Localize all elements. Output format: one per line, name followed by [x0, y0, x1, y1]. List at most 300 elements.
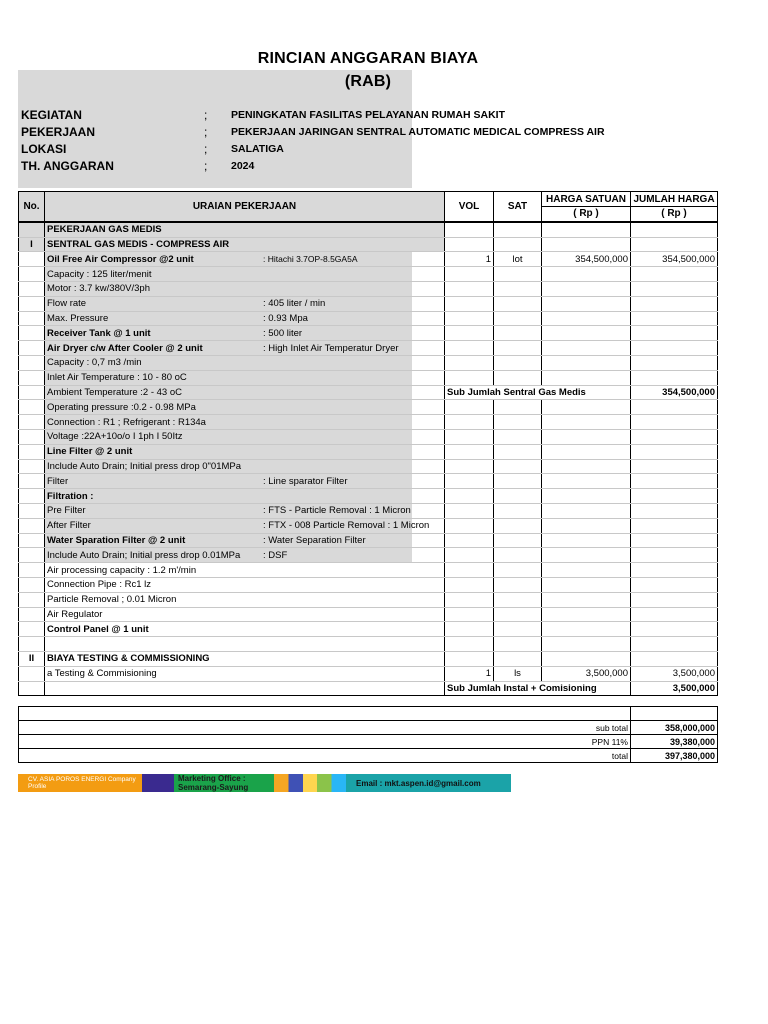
uraian-text: Line Filter @ 2 unit — [47, 446, 133, 458]
table-row — [19, 222, 718, 237]
cell-sat — [494, 296, 542, 311]
cell-no — [19, 459, 45, 474]
table-row — [19, 459, 718, 474]
cell-sat — [494, 326, 542, 341]
cell-uraian — [45, 503, 445, 518]
cell-uraian — [45, 548, 445, 563]
cell-jumlah-harga — [631, 503, 718, 518]
cell-jumlah-harga — [631, 311, 718, 326]
cell-no — [19, 637, 45, 652]
table-row — [19, 548, 718, 563]
cell-uraian — [45, 489, 445, 504]
table-row — [19, 296, 718, 311]
cell-vol — [445, 577, 494, 592]
cell-jumlah-harga — [631, 607, 718, 622]
cell-uraian — [45, 415, 445, 430]
cell-vol — [445, 533, 494, 548]
cell-no — [19, 326, 45, 341]
totals-value: 39,380,000 — [631, 735, 718, 749]
cell-uraian — [45, 444, 445, 459]
cell-no: II — [19, 651, 45, 666]
cell-harga-satuan — [542, 474, 631, 489]
cell-uraian — [45, 252, 445, 267]
cell-sat — [494, 577, 542, 592]
table-row — [19, 415, 718, 430]
cell-uraian — [45, 637, 445, 652]
info-key: TH. ANGGARAN — [21, 159, 114, 173]
rab-table — [18, 191, 718, 763]
totals-blank-value — [631, 707, 718, 721]
header-uraian: URAIAN PEKERJAAN — [45, 192, 445, 222]
cell-uraian — [45, 577, 445, 592]
cell-jumlah-harga — [631, 355, 718, 370]
cell-sat — [494, 533, 542, 548]
table-row — [19, 651, 718, 666]
table-row — [19, 281, 718, 296]
info-key: PEKERJAAN — [21, 125, 96, 139]
uraian-text: Water Sparation Filter @ 2 unit — [47, 534, 186, 546]
cell-no: I — [19, 237, 45, 252]
cell-harga-satuan — [542, 503, 631, 518]
uraian-text: Capacity : 0,7 m3 /min — [47, 357, 142, 369]
footer-email — [346, 774, 511, 792]
header-no: No. — [19, 192, 45, 222]
cell-jumlah-harga — [631, 518, 718, 533]
subtotal-instal-value: 3,500,000 — [631, 681, 718, 696]
cell-vol — [445, 444, 494, 459]
info-tahun-anggaran — [21, 159, 721, 176]
cell-sat — [494, 474, 542, 489]
cell-jumlah-harga — [631, 563, 718, 578]
cell-no — [19, 355, 45, 370]
cell-sat — [494, 489, 542, 504]
table-row — [19, 563, 718, 578]
uraian-text: Air processing capacity : 1.2 m'/min — [47, 564, 197, 576]
cell-jumlah-harga — [631, 592, 718, 607]
cell-no — [19, 267, 45, 282]
cell-uraian — [45, 341, 445, 356]
info-separator: ; — [204, 108, 208, 122]
info-value: SALATIGA — [231, 143, 284, 155]
cell-jumlah-harga — [631, 637, 718, 652]
cell-no — [19, 311, 45, 326]
cell-jumlah-harga — [631, 296, 718, 311]
info-kegiatan — [21, 108, 721, 125]
cell-harga-satuan — [542, 577, 631, 592]
cell-harga-satuan — [542, 444, 631, 459]
spec-text: : DSF — [263, 549, 288, 561]
cell-jumlah-harga — [631, 474, 718, 489]
cell-sat: lot — [494, 252, 542, 267]
cell-harga-satuan — [542, 489, 631, 504]
cell-jumlah-harga: 354,500,000 — [631, 252, 718, 267]
spec-text: : Hitachi 3.7OP-8.5GA5A — [263, 253, 358, 264]
document-subtitle: (RAB) — [344, 73, 392, 90]
table-row — [19, 400, 718, 415]
table-row — [19, 370, 718, 385]
cell-harga-satuan: 3,500,000 — [542, 666, 631, 681]
cell-sat — [494, 459, 542, 474]
uraian-text: Voltage :22A+10o/o I 1ph I 50Itz — [47, 431, 183, 443]
cell-no — [19, 563, 45, 578]
cell-harga-satuan — [542, 267, 631, 282]
cell-jumlah-harga — [631, 444, 718, 459]
uraian-text: Include Auto Drain; Initial press drop 0"01MPa — [47, 460, 242, 472]
cell-uraian — [45, 518, 445, 533]
cell-vol — [445, 222, 494, 237]
info-key: KEGIATAN — [21, 108, 82, 122]
cell-uraian — [45, 400, 445, 415]
uraian-text: Capacity : 125 liter/menit — [47, 268, 152, 280]
uraian-text: Flow rate — [47, 298, 87, 310]
cell-vol — [445, 548, 494, 563]
cell-vol — [445, 341, 494, 356]
subtotal-sentral-label: Sub Jumlah Sentral Gas Medis — [445, 385, 631, 400]
spacer-cell — [19, 696, 718, 707]
cell-no — [19, 444, 45, 459]
spec-text: : Water Separation Filter — [263, 534, 366, 546]
cell-harga-satuan — [542, 533, 631, 548]
cell-sat — [494, 415, 542, 430]
cell-vol — [445, 489, 494, 504]
table-row — [19, 533, 718, 548]
subtotal-instal-row — [19, 681, 718, 696]
cell-harga-satuan — [542, 400, 631, 415]
cell-vol — [445, 237, 494, 252]
cell-no — [19, 592, 45, 607]
cell-sat: ls — [494, 666, 542, 681]
cell-harga-satuan — [542, 637, 631, 652]
cell-no — [19, 533, 45, 548]
cell-sat — [494, 548, 542, 563]
cell-jumlah-harga — [631, 341, 718, 356]
table-row — [19, 607, 718, 622]
table-row — [19, 474, 718, 489]
table-row — [19, 326, 718, 341]
cell-uraian — [45, 651, 445, 666]
cell-vol — [445, 370, 494, 385]
uraian-text: Inlet Air Temperature : 10 - 80 oC — [47, 372, 187, 384]
cell-sat — [494, 311, 542, 326]
uraian-text: Receiver Tank @ 1 unit — [47, 327, 151, 339]
footer-email-text: Email : mkt.aspen.id@gmail.com — [356, 778, 481, 788]
footer-company-accent — [142, 774, 174, 792]
cell-sat — [494, 222, 542, 237]
uraian-text: Control Panel @ 1 unit — [47, 623, 149, 635]
info-separator: ; — [204, 125, 208, 139]
cell-sat — [494, 444, 542, 459]
footer-marketing-text: Marketing Office : Semarang-Sayung — [178, 774, 249, 792]
cell-harga-satuan — [542, 518, 631, 533]
cell-sat — [494, 429, 542, 444]
cell-sat — [494, 355, 542, 370]
uraian-text: SENTRAL GAS MEDIS - COMPRESS AIR — [47, 238, 230, 250]
cell-jumlah-harga — [631, 548, 718, 563]
cell-jumlah-harga — [631, 267, 718, 282]
cell-sat — [494, 592, 542, 607]
table-body — [19, 222, 718, 763]
cell-harga-satuan — [542, 415, 631, 430]
cell-jumlah-harga — [631, 489, 718, 504]
table-row — [19, 267, 718, 282]
uraian-text: Max. Pressure — [47, 312, 109, 324]
header-harga-satuan-unit: ( Rp ) — [542, 207, 631, 222]
cell-jumlah-harga — [631, 577, 718, 592]
cell-harga-satuan — [542, 296, 631, 311]
totals-value: 397,380,000 — [631, 749, 718, 763]
uraian-text: Air Regulator — [47, 608, 103, 620]
uraian-text: a Testing & Commisioning — [47, 668, 157, 680]
cell-uraian — [45, 563, 445, 578]
cell-harga-satuan: 354,500,000 — [542, 252, 631, 267]
cell-harga-satuan — [542, 355, 631, 370]
cell-no — [19, 370, 45, 385]
cell-uraian — [45, 459, 445, 474]
cell-sat — [494, 563, 542, 578]
cell-jumlah-harga — [631, 651, 718, 666]
cell-vol — [445, 281, 494, 296]
table-row — [19, 622, 718, 637]
subtotal-sentral-value: 354,500,000 — [631, 385, 718, 400]
cell-vol — [445, 607, 494, 622]
cell-uraian — [45, 326, 445, 341]
spec-text: : FTS - Particle Removal : 1 Micron — [263, 505, 411, 517]
cell-vol — [445, 267, 494, 282]
cell-uraian — [45, 592, 445, 607]
cell-vol — [445, 622, 494, 637]
uraian-text: Particle Removal ; 0.01 Micron — [47, 594, 177, 606]
cell-no — [19, 252, 45, 267]
cell-sat — [494, 370, 542, 385]
spec-text: : 0.93 Mpa — [263, 312, 308, 324]
info-lokasi — [21, 142, 721, 159]
cell-jumlah-harga — [631, 326, 718, 341]
uraian-text: Connection Pipe : Rc1 lz — [47, 579, 152, 591]
info-separator: ; — [204, 142, 208, 156]
table-row — [19, 237, 718, 252]
uraian-text: Ambient Temperature :2 - 43 oC — [47, 386, 183, 398]
cell-uraian — [45, 622, 445, 637]
cell-uraian — [45, 385, 445, 400]
header-sat: SAT — [494, 192, 542, 222]
cell-no — [19, 622, 45, 637]
footer-bar — [18, 774, 511, 792]
cell-vol — [445, 637, 494, 652]
cell-uraian — [45, 222, 445, 237]
cell-jumlah-harga — [631, 415, 718, 430]
totals-value: 358,000,000 — [631, 721, 718, 735]
cell-sat — [494, 341, 542, 356]
cell-vol — [445, 563, 494, 578]
info-value: PEKERJAAN JARINGAN SENTRAL AUTOMATIC MEDICAL COMPRESS AIR — [231, 126, 605, 138]
header-vol: VOL — [445, 192, 494, 222]
table-row — [19, 444, 718, 459]
cell-no — [19, 503, 45, 518]
cell-vol — [445, 651, 494, 666]
cell-uraian — [45, 681, 445, 696]
cell-harga-satuan — [542, 548, 631, 563]
cell-jumlah-harga — [631, 370, 718, 385]
table-header-row — [19, 192, 718, 207]
table-row — [19, 637, 718, 652]
cell-vol — [445, 311, 494, 326]
cell-uraian — [45, 607, 445, 622]
cell-harga-satuan — [542, 326, 631, 341]
cell-harga-satuan — [542, 563, 631, 578]
cell-sat — [494, 400, 542, 415]
cell-vol — [445, 459, 494, 474]
cell-harga-satuan — [542, 622, 631, 637]
cell-vol: 1 — [445, 666, 494, 681]
uraian-text: PEKERJAAN GAS MEDIS — [47, 224, 162, 236]
header-harga-satuan: HARGA SATUAN — [542, 192, 631, 207]
cell-uraian — [45, 355, 445, 370]
cell-no — [19, 489, 45, 504]
cell-jumlah-harga: 3,500,000 — [631, 666, 718, 681]
table-row — [19, 577, 718, 592]
totals-label: total — [19, 749, 631, 763]
table-row — [19, 489, 718, 504]
totals-blank-cell — [19, 707, 631, 721]
cell-no — [19, 681, 45, 696]
table-row — [19, 666, 718, 681]
totals-row — [19, 749, 718, 763]
cell-harga-satuan — [542, 222, 631, 237]
subtotal-instal-label: Sub Jumlah Instal + Comisioning — [445, 681, 631, 696]
info-pekerjaan — [21, 125, 721, 142]
cell-no — [19, 577, 45, 592]
cell-vol — [445, 355, 494, 370]
cell-uraian — [45, 533, 445, 548]
spec-text: : 500 liter — [263, 327, 303, 339]
cell-jumlah-harga — [631, 622, 718, 637]
cell-sat — [494, 607, 542, 622]
cell-harga-satuan — [542, 592, 631, 607]
table-row — [19, 518, 718, 533]
cell-vol: 1 — [445, 252, 494, 267]
cell-vol — [445, 518, 494, 533]
uraian-text: Connection : R1 ; Refrigerant : R134a — [47, 416, 206, 428]
uraian-text: Oil Free Air Compressor @2 unit — [47, 253, 194, 265]
cell-no — [19, 400, 45, 415]
cell-no — [19, 281, 45, 296]
cell-harga-satuan — [542, 341, 631, 356]
cell-vol — [445, 296, 494, 311]
uraian-text: Pre Filter — [47, 505, 86, 517]
uraian-text: Air Dryer c/w After Cooler @ 2 unit — [47, 342, 203, 354]
cell-no — [19, 518, 45, 533]
cell-harga-satuan — [542, 459, 631, 474]
cell-uraian — [45, 311, 445, 326]
uraian-text: After Filter — [47, 520, 91, 532]
totals-label: PPN 11% — [19, 735, 631, 749]
header-jumlah-harga: JUMLAH HARGA — [631, 192, 718, 207]
cell-sat — [494, 637, 542, 652]
info-separator: ; — [204, 159, 208, 173]
spec-text: : High Inlet Air Temperatur Dryer — [263, 342, 399, 354]
uraian-text: Motor : 3.7 kw/380V/3ph — [47, 283, 150, 295]
cell-harga-satuan — [542, 281, 631, 296]
spec-text: : FTX - 008 Particle Removal : 1 Micron — [263, 520, 430, 532]
footer-color-strip — [274, 774, 346, 792]
cell-no — [19, 415, 45, 430]
cell-vol — [445, 326, 494, 341]
cell-harga-satuan — [542, 607, 631, 622]
cell-jumlah-harga — [631, 400, 718, 415]
cell-sat — [494, 267, 542, 282]
spacer-row — [19, 696, 718, 707]
table-row — [19, 592, 718, 607]
table-row — [19, 503, 718, 518]
footer-marketing — [174, 774, 274, 792]
cell-no — [19, 296, 45, 311]
spec-text: : Line sparator Filter — [263, 475, 348, 487]
cell-jumlah-harga — [631, 237, 718, 252]
cell-uraian — [45, 666, 445, 681]
cell-no — [19, 607, 45, 622]
info-value: 2024 — [231, 160, 255, 172]
info-value: PENINGKATAN FASILITAS PELAYANAN RUMAH SAKIT — [231, 109, 505, 121]
cell-no — [19, 222, 45, 237]
footer-company-text: CV. ASIA POROS ENERGI Company Profile — [28, 776, 136, 790]
cell-sat — [494, 503, 542, 518]
cell-uraian — [45, 237, 445, 252]
cell-jumlah-harga — [631, 459, 718, 474]
cell-vol — [445, 400, 494, 415]
cell-vol — [445, 474, 494, 489]
cell-no — [19, 429, 45, 444]
cell-vol — [445, 592, 494, 607]
table-row — [19, 252, 718, 267]
cell-sat — [494, 622, 542, 637]
cell-uraian — [45, 370, 445, 385]
uraian-text: Operating pressure :0.2 - 0.98 MPa — [47, 401, 196, 413]
uraian-text: BIAYA TESTING & COMMISSIONING — [47, 653, 210, 665]
table-row — [19, 355, 718, 370]
totals-blank-row — [19, 707, 718, 721]
cell-jumlah-harga — [631, 533, 718, 548]
cell-vol — [445, 503, 494, 518]
totals-row — [19, 721, 718, 735]
cell-uraian — [45, 281, 445, 296]
table-row — [19, 429, 718, 444]
table-row — [19, 341, 718, 356]
cell-uraian — [45, 474, 445, 489]
uraian-text: Filter — [47, 475, 69, 487]
spec-text: : 405 liter / min — [263, 298, 326, 310]
cell-sat — [494, 281, 542, 296]
cell-jumlah-harga — [631, 281, 718, 296]
table-row — [19, 311, 718, 326]
totals-row — [19, 735, 718, 749]
cell-vol — [445, 429, 494, 444]
cell-sat — [494, 237, 542, 252]
cell-harga-satuan — [542, 311, 631, 326]
table-row — [19, 385, 718, 400]
cell-no — [19, 385, 45, 400]
cell-no — [19, 474, 45, 489]
cell-harga-satuan — [542, 237, 631, 252]
cell-sat — [494, 651, 542, 666]
cell-vol — [445, 415, 494, 430]
info-key: LOKASI — [21, 142, 67, 156]
cell-no — [19, 666, 45, 681]
header-jumlah-harga-unit: ( Rp ) — [631, 207, 718, 222]
cell-harga-satuan — [542, 370, 631, 385]
cell-uraian — [45, 267, 445, 282]
cell-uraian — [45, 429, 445, 444]
totals-label: sub total — [19, 721, 631, 735]
